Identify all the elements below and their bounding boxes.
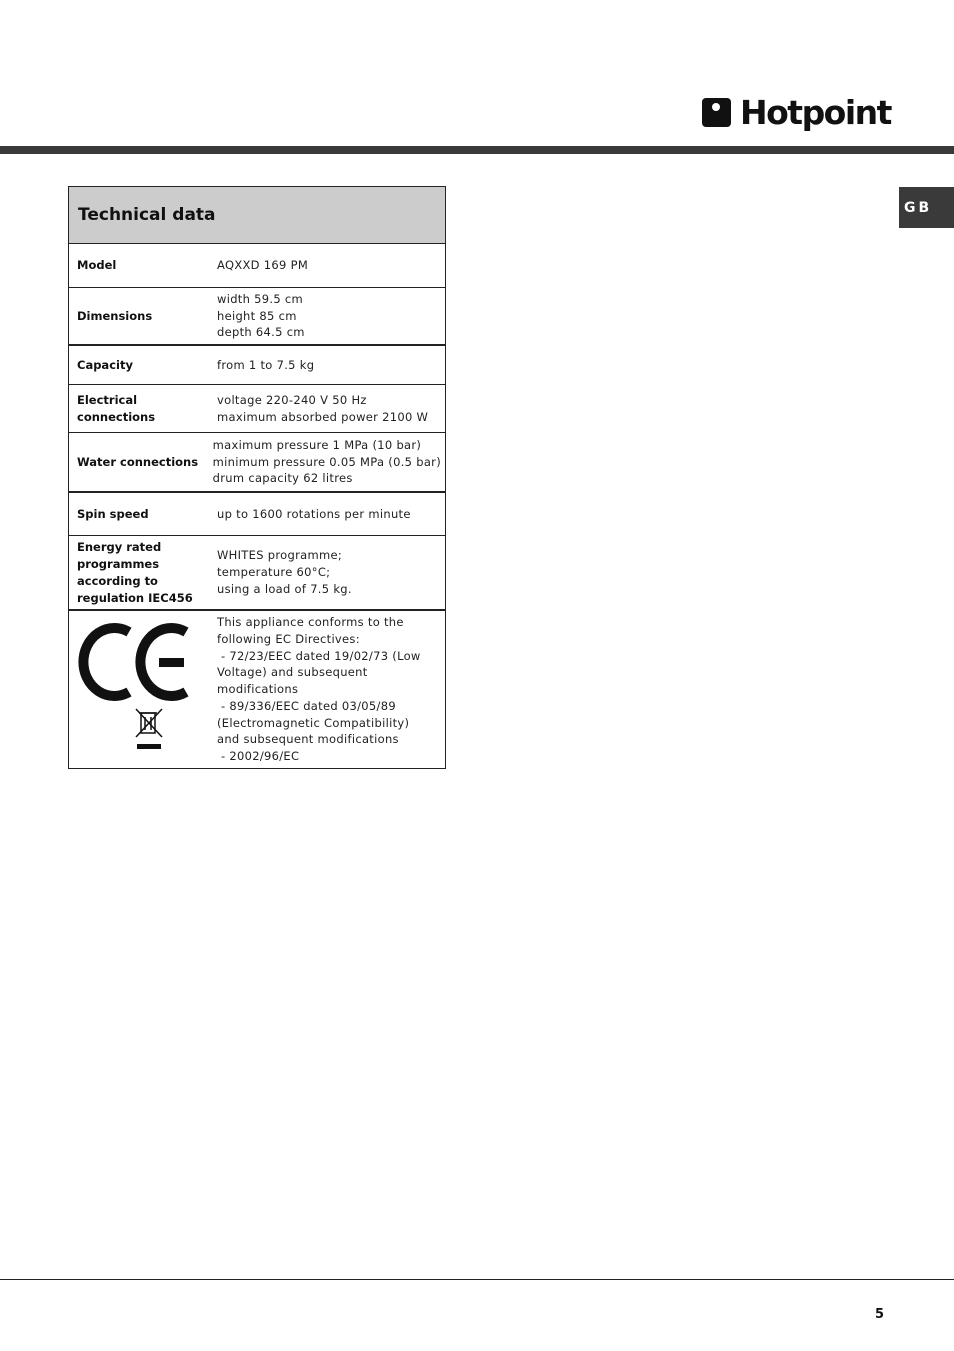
ce-mark-icon [69,611,209,768]
page-number: 5 [875,1307,885,1322]
conformity-line: following EC Directives: [217,631,360,646]
row-value-line: maximum pressure 1 MPa (10 bar) [212,437,422,452]
conformity-line: - 89/336/EEC dated 03/05/89 [217,698,396,713]
row-value-line: voltage 220-240 V 50 Hz [217,392,367,407]
row-label [69,346,209,384]
technical-data-table [68,186,446,769]
row-value-line: from 1 to 7.5 kg [217,357,315,372]
table-row-spin [69,493,445,536]
table-row-water [69,433,445,493]
table-row-conformity [69,611,445,768]
row-value [209,346,445,384]
row-label-line: Capacity [77,357,133,372]
row-value [205,433,445,491]
row-label-line: Model [77,258,117,272]
header-rule [0,146,954,154]
row-value [209,536,445,609]
row-label-line: Water connections [77,454,199,469]
row-label-line: Electrical [77,392,138,407]
row-value-line: up to 1600 rotations per minute [217,506,411,521]
row-label-line: regulation IEC456 [77,590,193,605]
hotpoint-logo-icon [702,98,731,127]
row-label-line: connections [77,409,156,424]
table-row-electrical [69,385,445,433]
table-row-model [69,244,445,288]
row-label-line: Energy rated [77,539,162,554]
row-value [209,385,445,432]
row-value [209,493,445,535]
conformity-line: - 2002/96/EC [217,749,300,764]
row-value-line: temperature 60°C; [217,565,331,580]
row-label-line: Spin speed [77,506,149,521]
row-value-line: minimum pressure 0.05 MPa (0.5 bar) [212,454,441,469]
conformity-line: and subsequent modifications [217,732,399,747]
conformity-marks [69,611,209,768]
row-label-line: programmes [77,556,160,571]
row-label [69,244,209,287]
row-label [69,433,205,491]
table-row-energy [69,536,445,611]
row-value [209,244,445,287]
conformity-line: This appliance conforms to the [217,614,404,629]
row-label [69,288,209,344]
table-row-capacity [69,346,445,385]
row-value-line: drum capacity 62 litres [212,471,353,486]
language-tab: GB [899,187,954,228]
brand-logo [702,92,891,132]
table-title: Technical data [69,187,445,244]
row-value-line: WHITES programme; [217,548,342,563]
conformity-line: modifications [217,682,299,697]
row-label [69,536,209,609]
footer-rule [0,1279,954,1280]
row-value-line: height 85 cm [217,308,297,323]
conformity-line: (Electromagnetic Compatibility) [217,715,410,730]
row-value-line: using a load of 7.5 kg. [217,581,352,596]
weee-crossed-bin-icon [136,709,162,737]
row-label-line: Dimensions [77,308,153,323]
row-label [69,493,209,535]
conformity-line: Voltage) and subsequent [217,665,368,680]
conformity-line: - 72/23/EEC dated 19/02/73 (Low [217,648,421,663]
table-row-dimensions [69,288,445,346]
row-label [69,385,209,432]
row-value-line: depth 64.5 cm [217,325,305,340]
row-value-line: AQXXD 169 PM [217,258,309,273]
row-value [209,288,445,344]
row-value-line: maximum absorbed power 2100 W [217,409,429,424]
conformity-text [209,611,445,768]
brand-name: Hotpoint [740,92,891,132]
row-value-line: width 59.5 cm [217,291,304,306]
row-label-line: according to [77,573,158,588]
